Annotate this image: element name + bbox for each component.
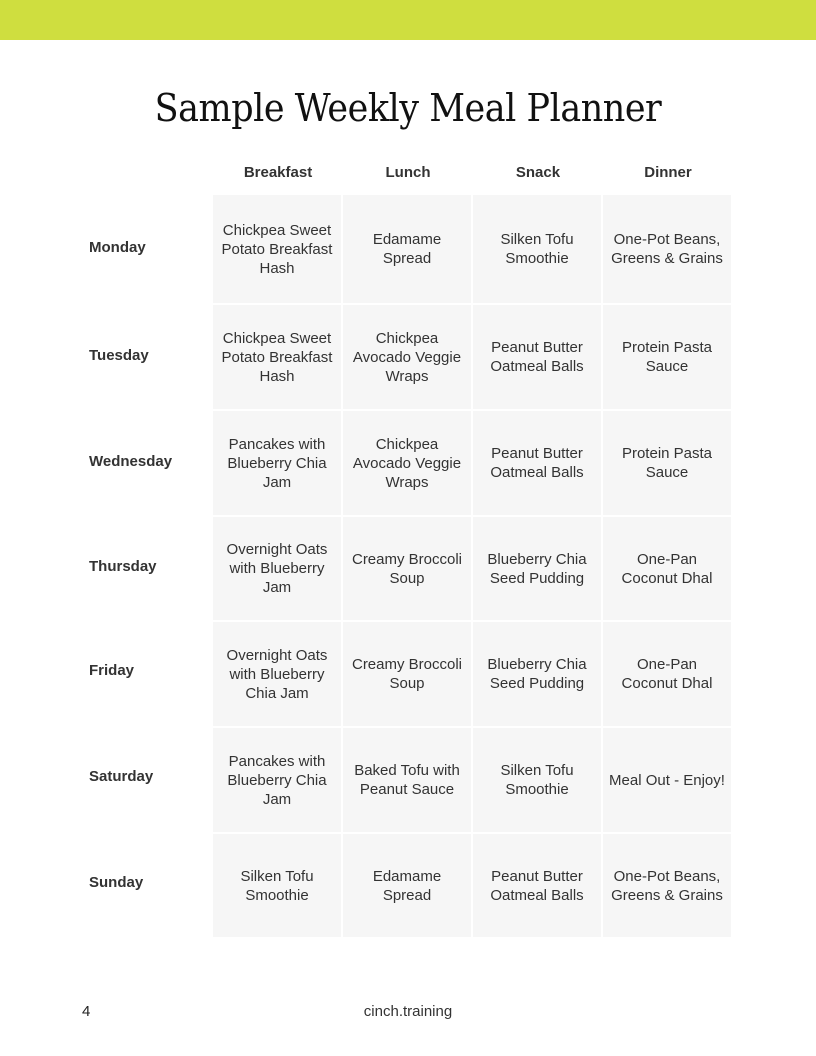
meal-cell-breakfast: Overnight Oats with Blueberry Jam <box>213 517 341 620</box>
column-header-snack: Snack <box>515 164 561 181</box>
meal-cell-lunch: Chickpea Avocado Veggie Wraps <box>343 305 471 409</box>
meal-cell-snack: Silken Tofu Smoothie <box>473 195 601 303</box>
meal-cell-dinner: One-Pot Beans, Greens & Grains <box>603 195 731 303</box>
day-label: Saturday <box>89 768 154 785</box>
meal-cell-snack: Blueberry Chia Seed Pudding <box>473 622 601 726</box>
meal-cell-lunch: Creamy Broccoli Soup <box>343 517 471 620</box>
meal-cell-lunch: Creamy Broccoli Soup <box>343 622 471 726</box>
meal-cell-snack: Peanut Butter Oatmeal Balls <box>473 834 601 937</box>
column-header-dinner: Dinner <box>644 164 692 181</box>
meal-cell-dinner: Protein Pasta Sauce <box>603 411 731 515</box>
page-number: 4 <box>82 1003 91 1020</box>
meal-cell-snack: Peanut Butter Oatmeal Balls <box>473 411 601 515</box>
meal-cell-snack: Peanut Butter Oatmeal Balls <box>473 305 601 409</box>
day-label: Monday <box>89 239 146 256</box>
day-label: Sunday <box>89 874 144 891</box>
column-header-breakfast: Breakfast <box>243 164 313 181</box>
meal-cell-dinner: Protein Pasta Sauce <box>603 305 731 409</box>
meal-cell-breakfast: Pancakes with Blueberry Chia Jam <box>213 411 341 515</box>
meal-cell-breakfast: Pancakes with Blueberry Chia Jam <box>213 728 341 832</box>
meal-cell-snack: Silken Tofu Smoothie <box>473 728 601 832</box>
meal-cell-lunch: Baked Tofu with Peanut Sauce <box>343 728 471 832</box>
meal-cell-lunch: Edamame Spread <box>343 195 471 303</box>
footer-site-text: cinch.training <box>363 1003 453 1020</box>
day-label: Tuesday <box>89 347 149 364</box>
page-title: Sample Weekly Meal Planner <box>154 86 662 130</box>
top-accent-bar <box>0 0 816 40</box>
day-label: Friday <box>89 662 135 679</box>
day-label: Thursday <box>89 558 157 575</box>
meal-cell-dinner: One-Pan Coconut Dhal <box>603 622 731 726</box>
meal-cell-breakfast: Chickpea Sweet Potato Breakfast Hash <box>213 305 341 409</box>
meal-cell-lunch: Chickpea Avocado Veggie Wraps <box>343 411 471 515</box>
meal-cell-breakfast: Overnight Oats with Blueberry Chia Jam <box>213 622 341 726</box>
meal-cell-dinner: One-Pan Coconut Dhal <box>603 517 731 620</box>
column-header-lunch: Lunch <box>385 164 431 181</box>
meal-cell-dinner: One-Pot Beans, Greens & Grains <box>603 834 731 937</box>
meal-cell-lunch: Edamame Spread <box>343 834 471 937</box>
meal-cell-breakfast: Chickpea Sweet Potato Breakfast Hash <box>213 195 341 303</box>
meal-cell-breakfast: Silken Tofu Smoothie <box>213 834 341 937</box>
day-label: Wednesday <box>89 453 173 470</box>
meal-cell-snack: Blueberry Chia Seed Pudding <box>473 517 601 620</box>
meal-cell-dinner: Meal Out - Enjoy! <box>603 728 731 832</box>
